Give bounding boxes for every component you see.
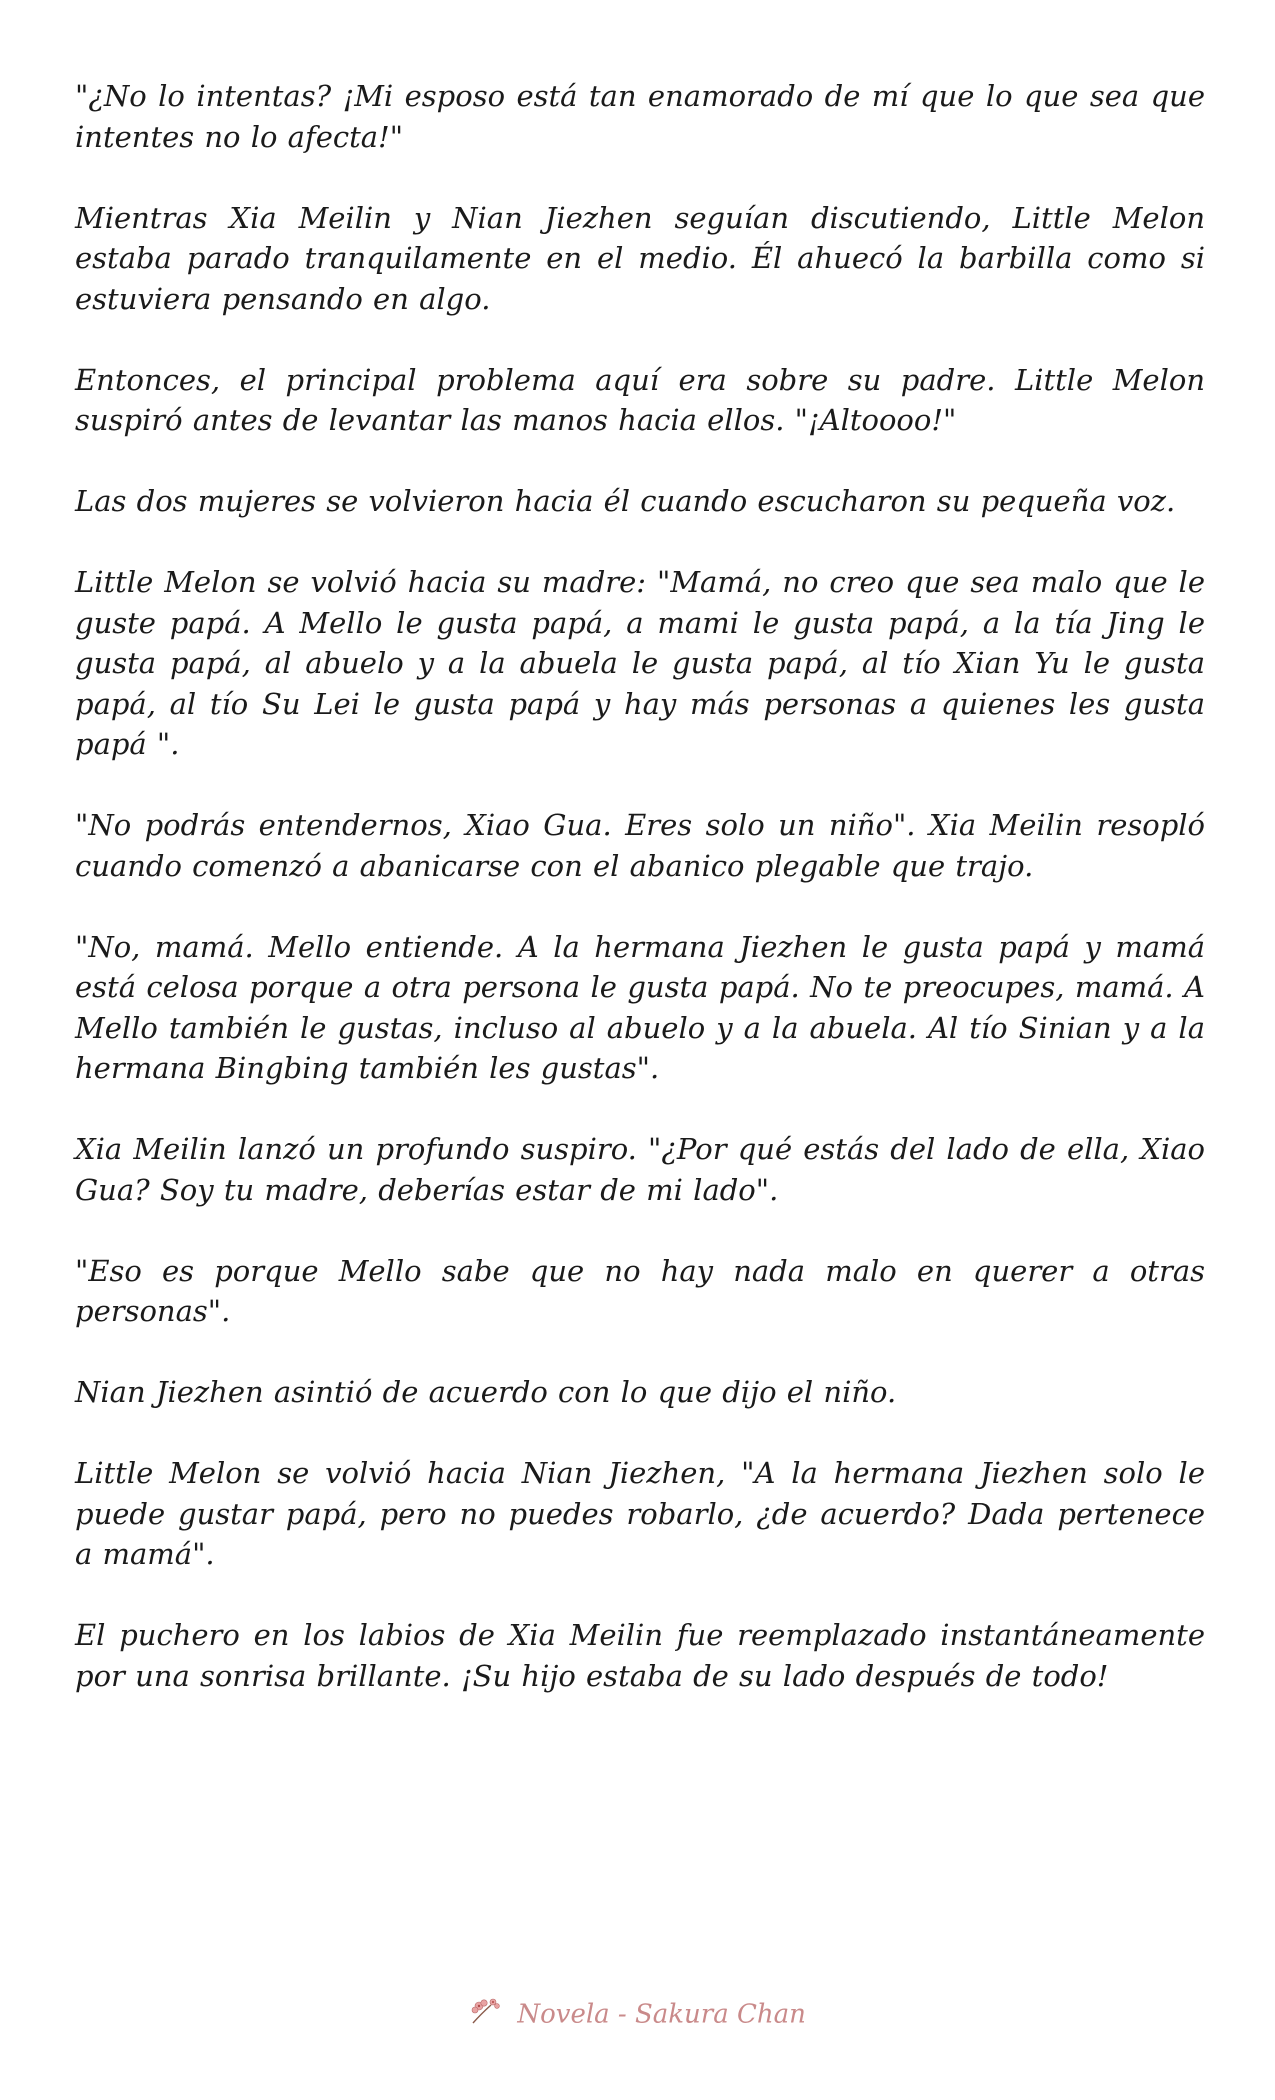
paragraph: Little Melon se volvió hacia Nian Jiezhen, "A la hermana Jiezhen solo le puede gustar papá, pero no puedes robarlo, ¿de acuerdo? Dada pertenece a mamá". [75, 1456, 1205, 1571]
paragraph: "¿No lo intentas? ¡Mi esposo está tan enamorado de mí que lo que sea que intentes no lo afecta!" [75, 79, 1205, 154]
watermark [0, 1996, 1275, 2033]
watermark-text: Novela - Sakura Chan [517, 1999, 806, 2030]
paragraph: "Eso es porque Mello sabe que no hay nada malo en querer a otras personas". [75, 1253, 1205, 1328]
cherry-blossom-icon [469, 1996, 503, 2033]
paragraph: "No, mamá. Mello entiende. A la hermana Jiezhen le gusta papá y mamá está celosa porque a otra persona le gusta papá. No te preocupes, mamá. A Mello también le gustas, incluso al abuelo y a la abuela. Al tío Sinian y a la hermana Bingbing también les gustas". [75, 929, 1205, 1085]
paragraph: Las dos mujeres se volvieron hacia él cuando escucharon su pequeña voz. [75, 484, 1176, 518]
paragraph: Little Melon se volvió hacia su madre: "Mamá, no creo que sea malo que le guste papá. A Mello le gusta papá, a mami le gusta papá, a la tía Jing le gusta papá, al abuelo y a la abuela le gusta papá, al tío Xian Yu le gusta papá, al tío Su Lei le gusta papá y hay más personas a quienes les gusta papá ". [75, 565, 1205, 761]
document-body [75, 76, 1205, 1737]
paragraph: Xia Meilin lanzó un profundo suspiro. "¿Por qué estás del lado de ella, Xiao Gua? Soy tu madre, deberías estar de mi lado". [75, 1132, 1205, 1207]
paragraph: El puchero en los labios de Xia Meilin fue reemplazado instantáneamente por una sonrisa brillante. ¡Su hijo estaba de su lado después de todo! [75, 1618, 1205, 1693]
paragraph: Mientras Xia Meilin y Nian Jiezhen seguían discutiendo, Little Melon estaba parado tranquilamente en el medio. Él ahuecó la barbilla como si estuviera pensando en algo. [75, 200, 1205, 316]
paragraph: Nian Jiezhen asintió de acuerdo con lo que dijo el niño. [75, 1375, 897, 1409]
paragraph: Entonces, el principal problema aquí era sobre su padre. Little Melon suspiró antes de levantar las manos hacia ellos. "¡Altoooo!" [75, 362, 1205, 437]
paragraph: "No podrás entendernos, Xiao Gua. Eres solo un niño". Xia Meilin resopló cuando comenzó a abanicarse con el abanico plegable que trajo. [75, 808, 1205, 883]
